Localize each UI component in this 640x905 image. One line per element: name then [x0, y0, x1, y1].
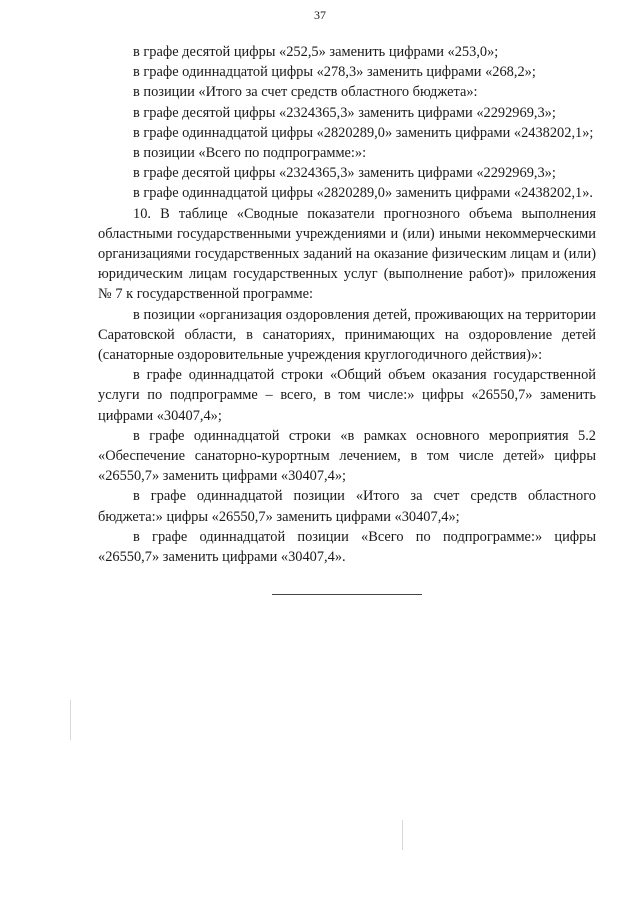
paragraph: в графе десятой цифры «2324365,3» заменить цифрами «2292969,3»;	[133, 104, 556, 121]
paragraph: в графе одиннадцатой позиции «Итого за счет средств областного бюджета:» цифры «26550,7» заменить цифрами «30407,4»;	[98, 488, 596, 525]
paragraph: в графе десятой цифры «252,5» заменить цифрами «253,0»;	[133, 44, 499, 60]
paragraph: в графе одиннадцатой цифры «2820289,0» заменить цифрами «2438202,1»;	[133, 124, 594, 141]
scan-artifact-line	[70, 700, 71, 740]
paragraph: в графе десятой цифры «2324365,3» заменить цифрами «2292969,3»;	[133, 165, 556, 182]
closing-rule	[272, 594, 422, 595]
document-body	[98, 42, 596, 567]
paragraph: в позиции «Всего по подпрограмме:»:	[133, 145, 367, 162]
paragraph: в графе одиннадцатой позиции «Всего по подпрограмме:» цифры «26550,7» заменить цифрами «30407,4».	[98, 528, 596, 566]
scan-artifact-line	[402, 820, 403, 850]
paragraph: в позиции «Итого за счет средств областного бюджета»:	[133, 84, 478, 101]
paragraph: в графе одиннадцатой цифры «278,3» заменить цифрами «268,2»;	[133, 64, 536, 81]
paragraph: в позиции «организация оздоровления детей, проживающих на территории Саратовской области, в санаториях, принимающих на оздоровление детей (санаторные оздоровительные учреждения круглогодичного действия)»:	[98, 306, 596, 364]
paragraph: в графе одиннадцатой строки «Общий объем оказания государственной услуги по подпрограмме – всего, в том числе:» цифры «26550,7» заменить цифрами «30407,4»;	[98, 367, 596, 424]
paragraph: в графе одиннадцатой строки «в рамках основного мероприятия 5.2 «Обеспечение санаторно-курортным лечением, в том числе детей» цифры «26550,7» заменить цифрами «30407,4»;	[98, 427, 596, 485]
paragraph: 10. В таблице «Сводные показатели прогнозного объема выполнения областными государственными учреждениями и (или) иными некоммерческими организациями государственных заданий на оказание физическим лицам и (или) юридическим лицам государственных услуг (выполнение работ)» приложения № 7 к государственной программе:	[98, 205, 596, 303]
page-number: 37	[314, 8, 326, 22]
paragraph: в графе одиннадцатой цифры «2820289,0» заменить цифрами «2438202,1».	[133, 185, 594, 202]
